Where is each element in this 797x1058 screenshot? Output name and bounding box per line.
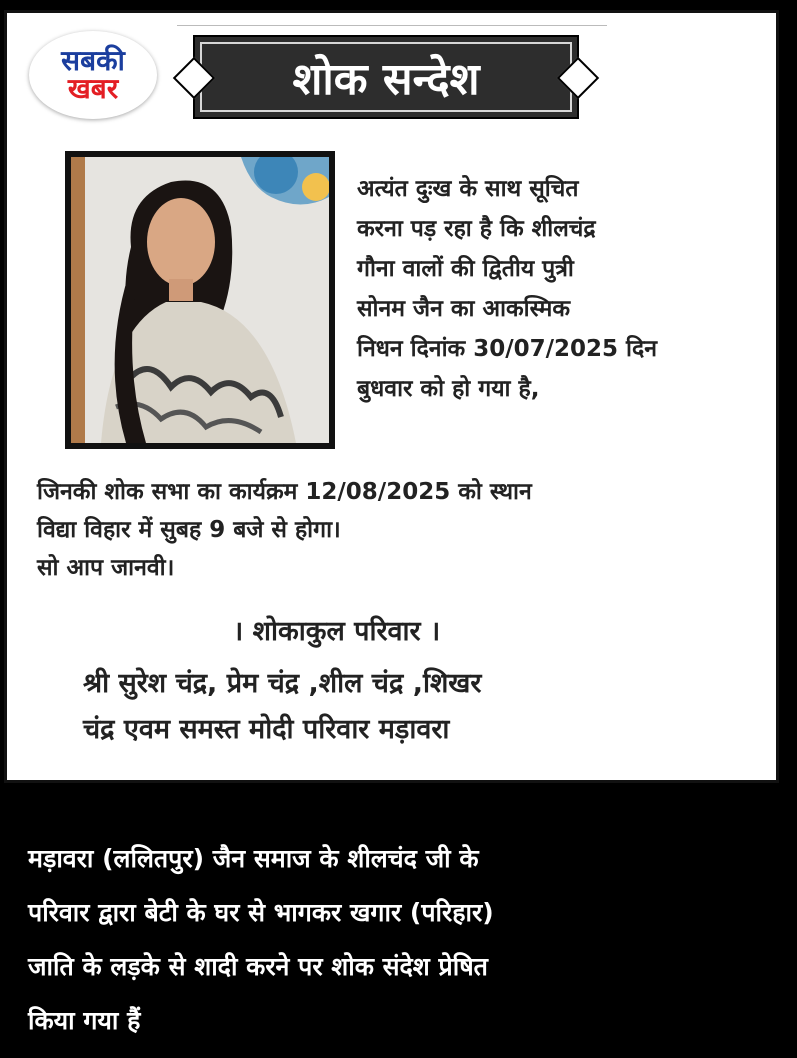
body-line: विद्या विहार में सुबह 9 बजे से होगा। — [37, 517, 341, 543]
title-banner — [193, 35, 579, 119]
logo-line-1: सबकी — [61, 44, 125, 77]
page-title: शोक सन्देश — [292, 54, 480, 105]
intro-line: गौना वालों की द्वितीय पुत्री — [357, 256, 574, 282]
caption-line: जाति के लड़के से शादी करने पर शोक संदेश प्रेषित — [28, 952, 488, 981]
family-line: चंद्र एवम समस्त मोदी परिवार मड़ावरा — [83, 714, 450, 745]
photo-frame — [65, 151, 335, 449]
intro-line: करना पड़ रहा है कि शीलचंद्र — [357, 216, 596, 242]
caption-line: परिवार द्वारा बेटी के घर से भागकर खगार (परिहार) — [28, 898, 494, 927]
portrait-photo-icon — [71, 157, 329, 443]
body-line: सो आप जानवी। — [37, 555, 175, 581]
intro-line: सोनम जैन का आकस्मिक — [357, 296, 570, 322]
body-line: जिनकी शोक सभा का कार्यक्रम 12/08/2025 को स्थान — [37, 479, 532, 505]
news-caption — [28, 832, 778, 1048]
intro-line: अत्यंत दुःख के साथ सूचित — [357, 176, 579, 202]
family-heading: । शोकाकुल परिवार । — [233, 616, 441, 647]
divider — [177, 25, 607, 26]
intro-line: बुधवार को हो गया है, — [357, 376, 540, 402]
caption-line: मड़ावरा (ललितपुर) जैन समाज के शीलचंद जी के — [28, 844, 479, 873]
caption-line: किया गया हैं — [28, 1006, 141, 1035]
sabki-khabar-logo — [29, 31, 157, 119]
logo-line-2: खबर — [67, 72, 119, 105]
intro-text — [357, 169, 777, 409]
ceremony-details — [37, 473, 777, 587]
intro-line: निधन दिनांक 30/07/2025 दिन — [357, 336, 657, 362]
family-line: श्री सुरेश चंद्र, प्रेम चंद्र ,शील चंद्र ,शिखर — [83, 668, 482, 699]
family-names — [83, 661, 773, 753]
notice-card — [4, 10, 779, 783]
